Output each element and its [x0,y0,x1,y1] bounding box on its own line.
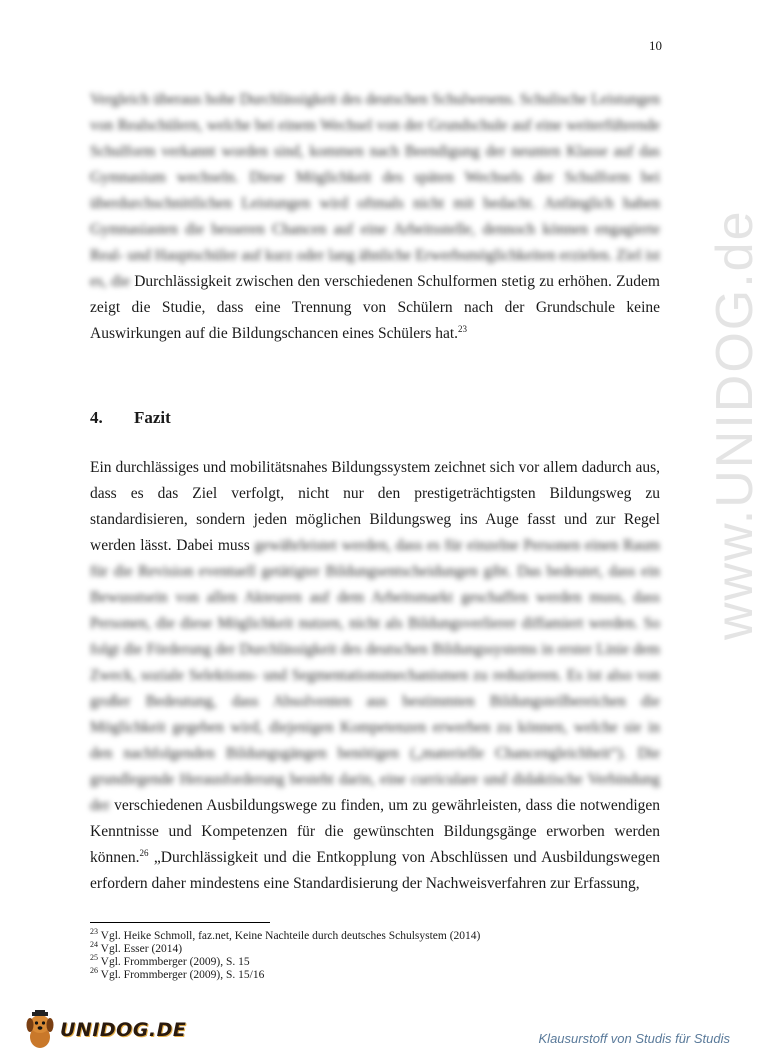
footnote-mark: 25 [90,953,98,963]
blurred-text: Vergleich überaus hohe Durchlässigkeit des deutschen Schulwesens. Schulische Leistungen von Realschülern, welche bei einem Wechsel von der Grundschule auf eine weiterführende Schulform verkannt worden sind, kommen nach Beendigung der neunten Klasse auf das Gymnasium wechseln. Diese Möglichkeit des späten Wechsels der Schulform bei überdurchschnittlichen Leistungen wird oftmals nicht mit bedacht. Anfänglich haben Gymnasiasten die besseren Chancen auf eine Arbeitsstelle, dennoch können engagierte Real- und Hauptschüler auf kurz oder lang ähnliche Erwerbsmöglichkeiten erzielen. Ziel ist es, die [90,91,660,290]
footnote-text: Vgl. Esser (2014) [100,943,183,955]
footnote-mark: 23 [90,927,98,937]
footnote [90,927,481,943]
blurred-text: gewährleistet werden, dass es für einzelne Personen einen Raum für die Revision eventuell getätigter Bildungsentscheidungen gibt. Das bedeutet, dass ein Bewusstsein von allen Akteuren auf dem Arbeitsmarkt geschaffen werden muss, dass Personen, die diese Möglichkeit nutzen, nicht als Bildungsverlierer diffamiert werden. So folgt die Förderung der Durchlässigkeit des deutschen Bildungssystems in erster Linie dem Zweck, soziale Selektions- und Segmentationsmechanismen zu reduzieren. Es ist also von großer Bedeutung, dass Absolventen aus bestimmten Bildungsteilbereichen die Möglichkeit gegeben wird, diejenigen Kompetenzen erwerben zu können, welche sie in den nachfolgenden Bildungsgängen benötigen („materielle Chancengleichheit“). Die grundlegende Herausforderung besteht darin, eine curriculare und didaktische Verbindung der [90,537,660,814]
footnote [90,953,480,969]
footnote-mark: 24 [90,940,98,950]
dog-icon [22,1010,58,1050]
paragraph-text: Ein durchlässiges und mobilitätsnahes Bildungssystem zeichnet sich vor allem dadurch aus, dass es das Ziel verfolgt, nicht nur den prestigeträchtigsten Bildungsweg zu standardisieren, sondern jeden möglichen Bildungsweg ins Auge fasst und zur Regel werden lässt. Dabei muss [90,459,660,554]
page-number: 10 [649,38,662,53]
unidog-logo[interactable] [22,1010,186,1050]
footnote-text: Vgl. Heike Schmoll, faz.net, Keine Nachteile durch deutsches Schulsystem (2014) [100,930,481,942]
paragraph-text: Durchlässigkeit zwischen den verschiedenen Schulformen stetig zu erhöhen. Zudem zeigt die Studie, dass eine Trennung von Schülern nach der Grundschule keine Auswirkungen auf die Bildungschancen eines Schülers hat. [90,273,660,342]
paragraph-text: verschiedenen Ausbildungswege zu finden, um zu gewährleisten, dass die notwendigen Kenntnisse und Kompetenzen für die gewünschten Bildungsgänge erworben werden können. [90,797,661,866]
top-paragraph [90,87,660,347]
footnote-text: Vgl. Frommberger (2009), S. 15 [100,956,250,968]
fazit-paragraph [90,455,660,897]
section-title: Fazit [134,408,171,427]
footnote-mark: 26 [90,966,98,976]
footnote [90,966,480,982]
slogan: Klausurstoff von Studis für Studis [538,1031,730,1046]
logo-text: UNIDOG.DE [60,1019,187,1041]
footnote-text: Vgl. Frommberger (2009), S. 15/16 [100,969,265,981]
watermark: www.UNIDOG.de [706,209,764,640]
footnote-ref: 23 [458,323,468,334]
section-heading [90,408,171,428]
footnote-ref: 26 [139,847,149,858]
footnote-rule [90,922,270,923]
footnote [90,940,480,956]
section-number: 4. [90,408,103,427]
footnotes [90,927,481,982]
paragraph-text: „Durchlässigkeit und die Entkopplung von Abschlüssen und Ausbildungswegen erfordern daher mindestens eine Standardisierung der Nachweisverfahren zur Erfassung, [90,849,660,892]
